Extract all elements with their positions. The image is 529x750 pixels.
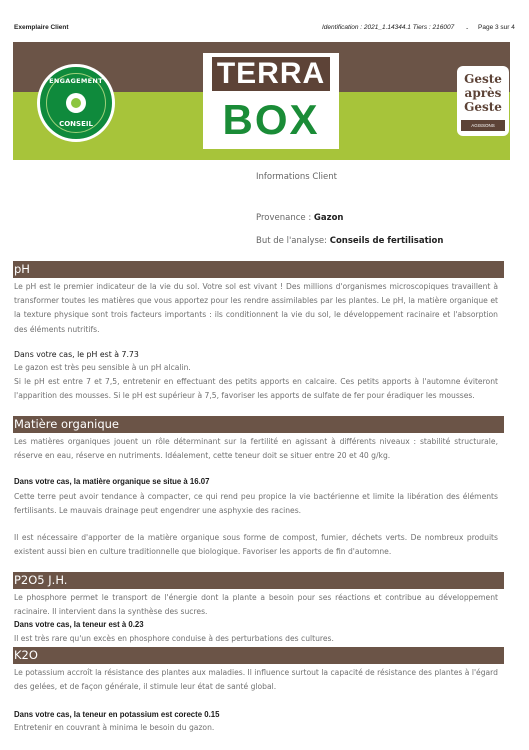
provenance-value: Gazon bbox=[313, 213, 344, 223]
p2o5-advice: Il est très rare qu'un excès en phosphore conduise à des perturbations des cultures. bbox=[14, 634, 334, 643]
k2o-result: Dans votre cas, la teneur en potassium est corecte 0.15 bbox=[14, 710, 220, 719]
analysis-goal-line bbox=[256, 236, 443, 246]
organic-matter-result: Dans votre cas, la matière organique se situe à 16.07 bbox=[14, 477, 210, 486]
ph-advice: Si le pH est entre 7 et 7,5, entretenir en effectuant des petits apports en calcaire. Ces petits apports à l'automne éviteront l'apparition des mousses. Si le pH est supérieur à 7,5, favoriser les apports de sulfate de fer pour éradiquer les mousses. bbox=[14, 377, 498, 401]
analysis-goal-label: But de l'analyse: bbox=[256, 236, 330, 246]
page-number: Page 3 sur 4 bbox=[478, 24, 515, 31]
k2o-advice: Entretenir en couvrant à minima le besoin du gazon. bbox=[14, 723, 215, 732]
geste-word-2: après bbox=[464, 86, 502, 100]
header-dash: - bbox=[466, 24, 469, 32]
logo-box-text: BOX bbox=[222, 96, 320, 143]
section-header-k2o: K2O bbox=[13, 647, 504, 664]
logo-terra-text: TERRA bbox=[212, 57, 330, 91]
p2o5-result: Dans votre cas, la teneur est à 0.23 bbox=[14, 620, 144, 629]
p2o5-intro: Le phosphore permet le transport de l'énergie dont la plante a besoin pour ses réactions et contribue au développement racinaire. Il intervient dans la synthèse des sucres. bbox=[14, 593, 498, 617]
section-header-organic-matter: Matière organique bbox=[13, 416, 504, 433]
analysis-goal-value: Conseils de fertilisation bbox=[329, 236, 444, 246]
badge-center-dot bbox=[71, 98, 81, 108]
badge-bottom-text: CONSEIL bbox=[59, 120, 93, 128]
ph-intro: Le pH est le premier indicateur de la vie du sol. Votre sol est vivant ! Des millions d'organismes microscopiques travaillent à transformer toutes les matières que vous apportez pour les rendre assimilables par les plantes. Le pH, la matière organique et la texture physique sont trois facteurs importants : ils conditionnent la vie du sol, le développement racinaire et l'absorption des éléments nutritifs. bbox=[14, 282, 498, 334]
provenance-label: Provenance : bbox=[256, 213, 314, 223]
k2o-intro: Le potassium accroît la résistance des plantes aux maladies. Il influence surtout la capacité de résistance des plantes à l'égard des gelées, et de façon générale, il stimule leur état de santé global. bbox=[14, 668, 498, 692]
organic-matter-advice-1: Cette terre peut avoir tendance à compacter, ce qui rend peu propice la vie bactérienne et limite la libération des éléments fertilisants. Le mauvais drainage peut engendrer une asphyxie des racines. bbox=[14, 492, 498, 516]
organic-matter-advice-2: Il est nécessaire d'apporter de la matière organique sous forme de compost, fumier, déchets verts. De nombreux produits existent aussi bien en culture traditionnelle que biologique. Favoriser les apports de fin d'automne. bbox=[14, 533, 498, 557]
agissons-label: AGISSONS bbox=[461, 120, 505, 131]
geste-word-1: Geste bbox=[464, 72, 502, 86]
geste-apres-geste-logo bbox=[457, 66, 509, 136]
section-header-p2o5: P2O5 J.H. bbox=[13, 572, 504, 589]
identification-label: Identification : 2021_1.14344.1 Tiers : 216007 bbox=[322, 24, 455, 31]
terra-box-logo bbox=[203, 53, 339, 149]
engagement-conseil-badge bbox=[37, 64, 115, 142]
badge-top-text: ENGAGEMENT bbox=[49, 77, 103, 85]
section-header-ph: pH bbox=[13, 261, 504, 278]
organic-matter-intro: Les matières organiques jouent un rôle déterminant sur la fertilité en agissant à différents niveaux : stabilité structurale, réserve en eau, réserve en nutriments. Idéalement, cette teneur doit se situer entre 20 et 40 g/kg. bbox=[14, 437, 498, 461]
geste-word-3: Geste bbox=[464, 100, 502, 114]
ph-result: Dans votre cas, le pH est à 7.73 bbox=[14, 350, 139, 359]
provenance-line bbox=[256, 213, 343, 223]
ph-note: Le gazon est très peu sensible à un pH alcalin. bbox=[14, 363, 191, 372]
header-banner bbox=[13, 42, 510, 160]
client-info-title: Informations Client bbox=[256, 172, 337, 182]
exemplaire-label: Exemplaire Client bbox=[14, 24, 69, 31]
